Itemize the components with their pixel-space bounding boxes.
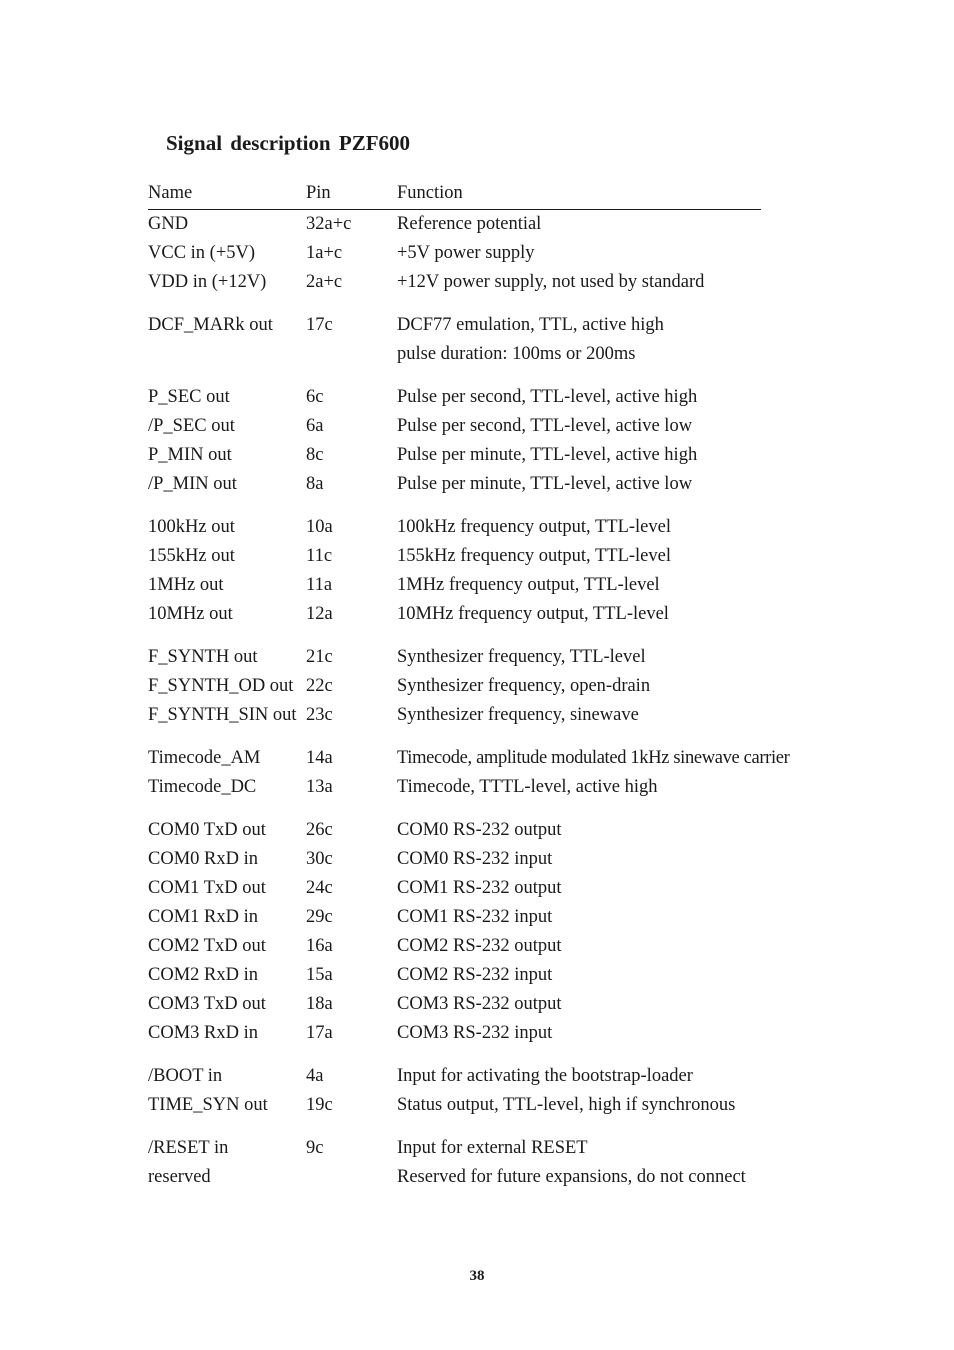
signal-name: COM3 TxD out <box>148 993 266 1014</box>
table-row <box>148 845 808 874</box>
signal-name: COM2 TxD out <box>148 935 266 956</box>
signal-function: Pulse per minute, TTL-level, active high <box>397 445 698 466</box>
signal-name: 100kHz out <box>148 517 235 538</box>
signal-name: P_MIN out <box>148 445 232 466</box>
signal-function: DCF77 emulation, TTL, active high <box>397 315 664 336</box>
table-row <box>148 311 808 340</box>
table-row <box>148 816 808 845</box>
signal-name: COM1 RxD in <box>148 907 258 928</box>
group-spacer <box>148 730 808 744</box>
table-row <box>148 513 808 542</box>
signal-pin: 8a <box>306 473 324 494</box>
table-header <box>148 178 808 209</box>
signal-pin: 26c <box>306 820 333 841</box>
table-row <box>148 268 808 297</box>
signal-name: Timecode_AM <box>148 748 261 769</box>
group-spacer <box>148 499 808 513</box>
table-row <box>148 990 808 1019</box>
signal-function: COM0 RS-232 input <box>397 849 553 870</box>
table-row <box>148 441 808 470</box>
signal-name: GND <box>148 214 189 234</box>
signal-name: 10MHz out <box>148 603 233 624</box>
signal-function: COM2 RS-232 output <box>397 935 562 956</box>
signal-name: COM0 RxD in <box>148 849 258 870</box>
group-spacer <box>148 297 808 311</box>
signal-pin: 19c <box>306 1094 333 1115</box>
table-row <box>148 600 808 629</box>
table-row <box>148 1163 808 1192</box>
signal-function: Timecode, TTTL-level, active high <box>397 777 658 798</box>
signal-pin: 11a <box>306 574 333 595</box>
signal-name: COM0 TxD out <box>148 820 266 841</box>
signal-function: COM1 RS-232 input <box>397 907 553 928</box>
signal-function: Synthesizer frequency, TTL-level <box>397 647 646 668</box>
signal-function: 100kHz frequency output, TTL-level <box>397 517 671 538</box>
signal-name: F_SYNTH_SIN out <box>148 704 297 725</box>
table-row <box>148 903 808 932</box>
signal-function: Reference potential <box>397 214 542 234</box>
signal-pin: 6a <box>306 416 324 437</box>
group-spacer <box>148 369 808 383</box>
signal-name: Timecode_DC <box>148 777 257 798</box>
table-row <box>148 210 808 239</box>
signal-pin: 29c <box>306 907 333 928</box>
table-row <box>148 571 808 600</box>
group-spacer <box>148 629 808 643</box>
signal-pin: 30c <box>306 849 333 870</box>
page-number: 38 <box>469 1268 485 1284</box>
signal-table <box>148 178 808 1192</box>
signal-pin: 9c <box>306 1138 324 1159</box>
signal-name: VDD in (+12V) <box>148 271 267 292</box>
table-row <box>148 383 808 412</box>
signal-name: COM3 RxD in <box>148 1022 258 1043</box>
signal-name: DCF_MARk out <box>148 315 273 336</box>
signal-pin: 17c <box>306 315 333 336</box>
signal-function: COM3 RS-232 output <box>397 993 562 1014</box>
signal-pin: 22c <box>306 676 333 697</box>
signal-pin: 32a+c <box>306 214 352 234</box>
signal-function: Pulse per minute, TTL-level, active low <box>397 473 693 494</box>
signal-pin: 6c <box>306 387 324 408</box>
page-title: Signal description PZF600 <box>166 131 411 155</box>
signal-name: COM1 TxD out <box>148 878 266 899</box>
signal-function: 1MHz frequency output, TTL-level <box>397 574 660 595</box>
signal-function: Input for external RESET <box>397 1138 588 1159</box>
signal-pin: 4a <box>306 1065 324 1086</box>
header-pin: Pin <box>306 183 331 203</box>
header-function: Function <box>397 183 463 203</box>
signal-function: 10MHz frequency output, TTL-level <box>397 603 669 624</box>
table-row <box>148 744 808 773</box>
table-row <box>148 643 808 672</box>
signal-function: Synthesizer frequency, sinewave <box>397 704 639 725</box>
signal-function: Status output, TTL-level, high if synchronous <box>397 1094 736 1115</box>
table-row <box>148 961 808 990</box>
signal-pin: 8c <box>306 445 324 466</box>
signal-function: pulse duration: 100ms or 200ms <box>397 343 636 364</box>
signal-function: +12V power supply, not used by standard <box>397 271 705 292</box>
signal-name: reserved <box>148 1166 211 1187</box>
signal-function: COM2 RS-232 input <box>397 964 553 985</box>
table-row <box>148 412 808 441</box>
signal-function: COM1 RS-232 output <box>397 878 562 899</box>
signal-pin: 10a <box>306 517 333 538</box>
signal-pin: 17a <box>306 1022 333 1043</box>
signal-name: VCC in (+5V) <box>148 242 256 263</box>
signal-function: Pulse per second, TTL-level, active high <box>397 387 698 408</box>
signal-name: /P_SEC out <box>148 416 235 437</box>
signal-name: /RESET in <box>148 1138 229 1159</box>
table-row <box>148 1091 808 1120</box>
signal-pin: 2a+c <box>306 271 343 292</box>
signal-function: Input for activating the bootstrap-loader <box>397 1065 693 1086</box>
signal-pin: 13a <box>306 777 333 798</box>
signal-pin: 11c <box>306 546 333 567</box>
signal-name: P_SEC out <box>148 387 230 408</box>
signal-pin: 18a <box>306 993 333 1014</box>
signal-pin: 1a+c <box>306 242 343 263</box>
group-spacer <box>148 802 808 816</box>
signal-function: 155kHz frequency output, TTL-level <box>397 546 671 567</box>
table-row <box>148 1019 808 1048</box>
signal-function: COM3 RS-232 input <box>397 1022 553 1043</box>
signal-function: COM0 RS-232 output <box>397 820 562 841</box>
table-row <box>148 239 808 268</box>
table-row <box>148 672 808 701</box>
signal-function: Timecode, amplitude modulated 1kHz sinewave carrier <box>397 748 790 769</box>
group-spacer <box>148 1120 808 1134</box>
signal-function: Synthesizer frequency, open-drain <box>397 676 651 697</box>
table-row <box>148 701 808 730</box>
signal-name: F_SYNTH out <box>148 647 258 668</box>
table-row <box>148 773 808 802</box>
table-row <box>148 1062 808 1091</box>
signal-pin: 14a <box>306 748 333 769</box>
signal-name: 155kHz out <box>148 546 235 567</box>
table-row <box>148 874 808 903</box>
signal-name: /P_MIN out <box>148 473 237 494</box>
signal-function: Reserved for future expansions, do not connect <box>397 1166 746 1187</box>
signal-name: TIME_SYN out <box>148 1094 268 1115</box>
signal-pin: 23c <box>306 704 333 725</box>
signal-name: F_SYNTH_OD out <box>148 676 294 697</box>
signal-pin: 15a <box>306 964 333 985</box>
signal-pin: 21c <box>306 647 333 668</box>
table-row <box>148 340 808 369</box>
signal-function: +5V power supply <box>397 242 535 263</box>
table-row <box>148 470 808 499</box>
signal-name: /BOOT in <box>148 1065 223 1086</box>
table-row <box>148 542 808 571</box>
signal-pin: 16a <box>306 935 333 956</box>
signal-name: 1MHz out <box>148 574 224 595</box>
table-row <box>148 932 808 961</box>
header-name: Name <box>148 183 193 203</box>
signal-function: Pulse per second, TTL-level, active low <box>397 416 693 437</box>
table-row <box>148 1134 808 1163</box>
signal-name: COM2 RxD in <box>148 964 258 985</box>
signal-pin: 12a <box>306 603 333 624</box>
signal-pin: 24c <box>306 878 333 899</box>
group-spacer <box>148 1048 808 1062</box>
